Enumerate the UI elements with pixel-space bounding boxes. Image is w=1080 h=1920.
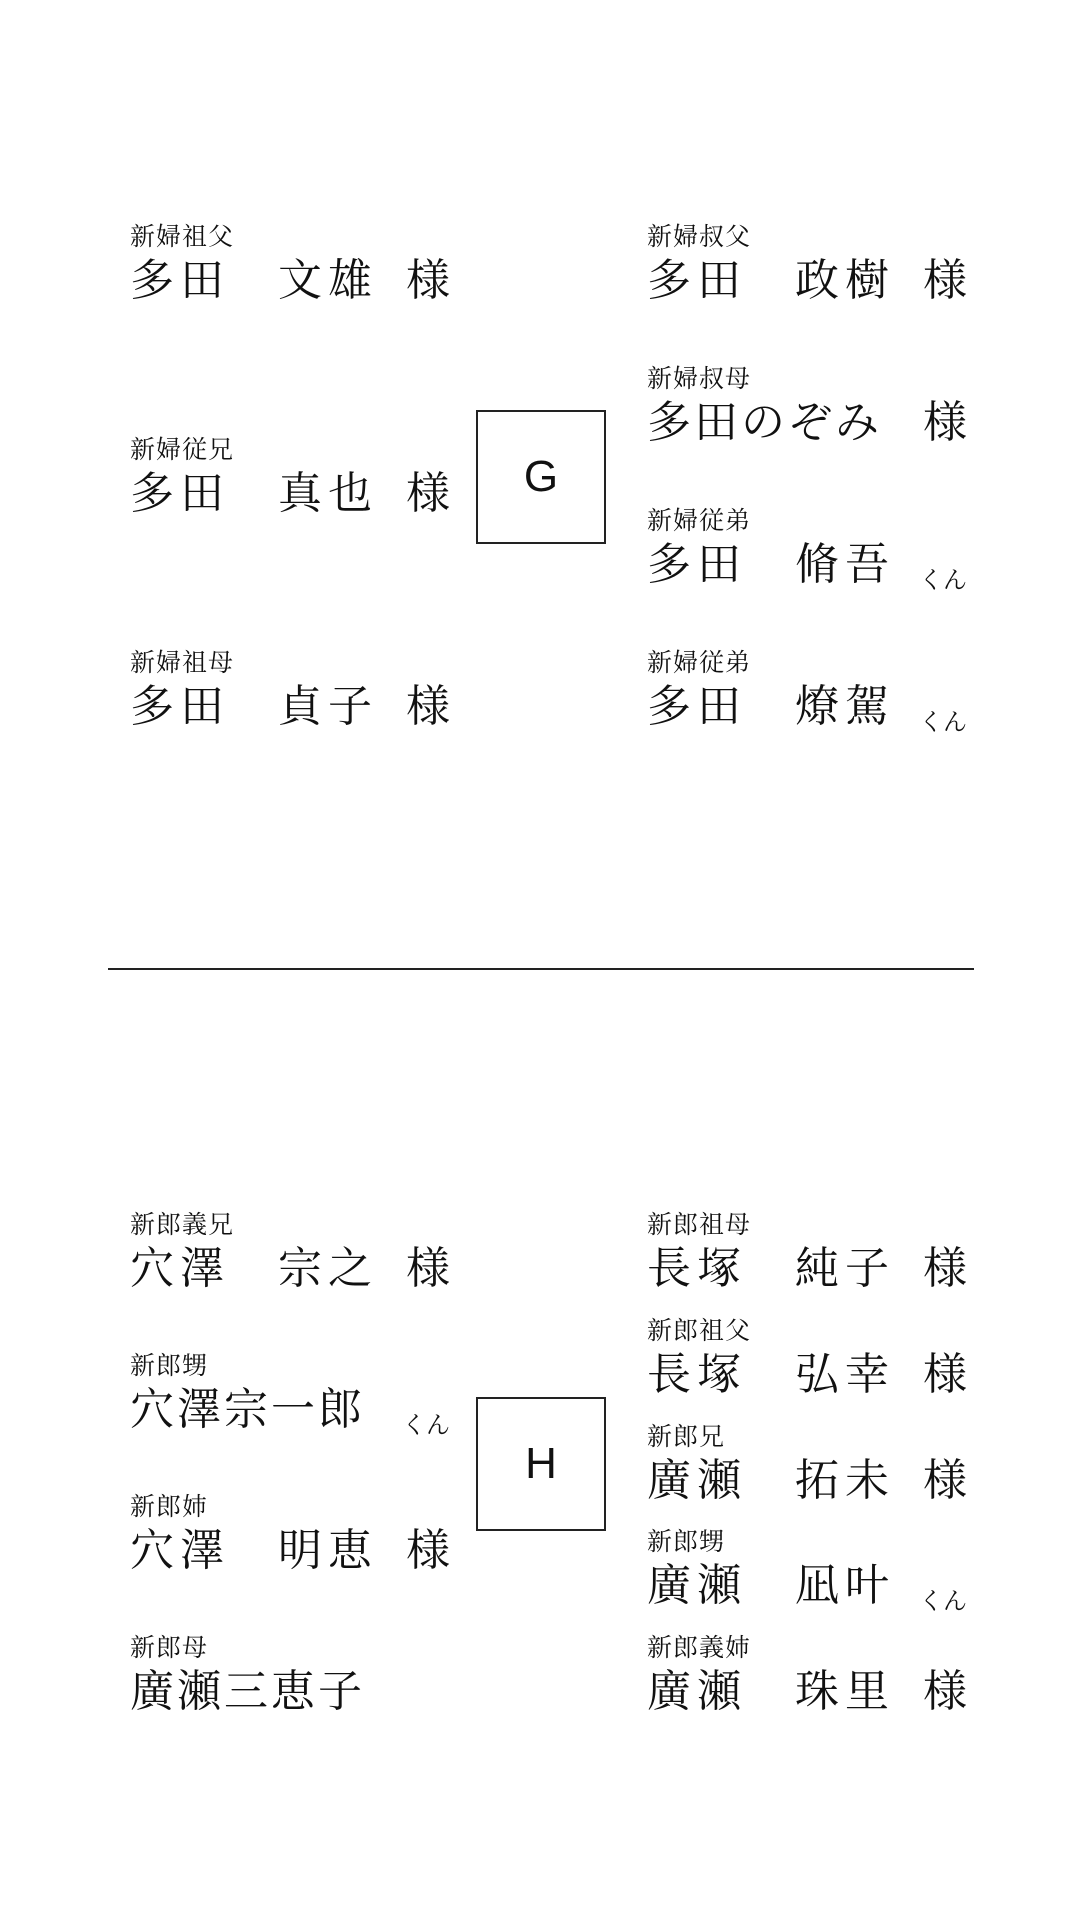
guest-name xyxy=(130,1240,450,1298)
table-g-left-guest-1 xyxy=(130,222,450,310)
table-g-marker: G xyxy=(476,410,606,544)
guest-surname: 廣瀬 xyxy=(647,1666,747,1717)
guest-relation: 新郎姉 xyxy=(130,1492,209,1521)
table-g-right-guest-3 xyxy=(647,506,967,594)
guest-honorific: くん xyxy=(402,1411,450,1439)
table-h-right-guest-4 xyxy=(647,1527,967,1615)
table-h-left-guest-2 xyxy=(130,1351,450,1439)
table-h-left-guest-4 xyxy=(130,1633,450,1721)
guest-surname: 長塚 xyxy=(647,1349,747,1400)
guest-relation: 新婦従兄 xyxy=(130,435,235,464)
guest-full-name: 廣瀬三恵子 xyxy=(130,1666,365,1717)
guest-relation: 新郎義姉 xyxy=(647,1633,752,1662)
guest-honorific: 様 xyxy=(406,1243,450,1294)
table-h-marker: H xyxy=(476,1397,606,1531)
guest-surname: 穴澤 xyxy=(130,1525,230,1576)
guest-honorific: 様 xyxy=(923,1666,967,1717)
table-h-left-guest-1 xyxy=(130,1210,450,1298)
guest-surname: 穴澤 xyxy=(130,1243,230,1294)
guest-name xyxy=(647,1240,967,1298)
guest-relation: 新郎祖母 xyxy=(647,1210,752,1239)
guest-relation: 新郎兄 xyxy=(647,1422,726,1451)
guest-honorific: 様 xyxy=(406,1525,450,1576)
guest-honorific: 様 xyxy=(406,468,450,519)
guest-name xyxy=(647,394,967,452)
guest-surname: 廣瀬 xyxy=(647,1455,747,1506)
guest-name xyxy=(130,252,450,310)
section-divider xyxy=(108,968,974,970)
table-g-right-guest-4 xyxy=(647,648,967,736)
table-h-right-guest-5 xyxy=(647,1633,967,1721)
guest-given-name: 脩吾 xyxy=(795,539,895,590)
guest-given-name: 純子 xyxy=(795,1243,895,1294)
table-h-right-guest-3 xyxy=(647,1422,967,1510)
guest-given-name: 真也 xyxy=(278,468,378,519)
guest-surname: 多田 xyxy=(130,468,230,519)
guest-relation: 新郎甥 xyxy=(130,1351,209,1380)
guest-name xyxy=(130,1522,450,1580)
table-h-left-guest-3 xyxy=(130,1492,450,1580)
guest-relation: 新婦叔父 xyxy=(647,222,752,251)
guest-name xyxy=(647,1663,967,1721)
guest-given-name: 政樹 xyxy=(795,255,895,306)
guest-surname: 長塚 xyxy=(647,1243,747,1294)
guest-relation: 新郎甥 xyxy=(647,1527,726,1556)
guest-name xyxy=(647,252,967,310)
guest-surname: 多田 xyxy=(130,681,230,732)
guest-honorific: くん xyxy=(919,1587,967,1615)
guest-given-name: 燎駕 xyxy=(795,681,895,732)
guest-name xyxy=(647,1346,967,1404)
guest-honorific: 様 xyxy=(923,1349,967,1400)
guest-name xyxy=(647,536,967,594)
guest-honorific: 様 xyxy=(406,681,450,732)
guest-relation: 新郎義兄 xyxy=(130,1210,235,1239)
guest-given-name: 弘幸 xyxy=(795,1349,895,1400)
guest-name xyxy=(130,1663,450,1721)
guest-surname: 多田 xyxy=(647,681,747,732)
guest-relation: 新郎母 xyxy=(130,1633,209,1662)
guest-name xyxy=(130,465,450,523)
guest-surname: 廣瀬 xyxy=(647,1560,747,1611)
table-g-left-guest-2 xyxy=(130,435,450,523)
guest-relation: 新婦従弟 xyxy=(647,506,752,535)
guest-honorific: くん xyxy=(919,566,967,594)
guest-surname: 多田 xyxy=(647,255,747,306)
guest-honorific: くん xyxy=(919,708,967,736)
guest-relation: 新婦叔母 xyxy=(647,364,752,393)
guest-full-name: 穴澤宗一郎 xyxy=(130,1384,365,1435)
guest-given-name: 宗之 xyxy=(278,1243,378,1294)
guest-given-name: 文雄 xyxy=(278,255,378,306)
guest-name xyxy=(647,1557,967,1615)
guest-relation: 新婦祖父 xyxy=(130,222,235,251)
guest-full-name: 多田のぞみ xyxy=(647,397,882,448)
guest-given-name: 凪叶 xyxy=(795,1560,895,1611)
guest-honorific: 様 xyxy=(406,255,450,306)
table-g-right-guest-2 xyxy=(647,364,967,452)
guest-honorific: 様 xyxy=(923,255,967,306)
guest-given-name: 拓未 xyxy=(795,1455,895,1506)
guest-given-name: 貞子 xyxy=(278,681,378,732)
guest-relation: 新婦従弟 xyxy=(647,648,752,677)
table-g-left-guest-3 xyxy=(130,648,450,736)
guest-name xyxy=(647,678,967,736)
guest-honorific: 様 xyxy=(923,1243,967,1294)
guest-name xyxy=(130,1381,450,1439)
guest-given-name: 明恵 xyxy=(278,1525,378,1576)
guest-name xyxy=(647,1452,967,1510)
guest-name xyxy=(130,678,450,736)
guest-honorific: 様 xyxy=(923,1455,967,1506)
table-g-right-guest-1 xyxy=(647,222,967,310)
guest-surname: 多田 xyxy=(647,539,747,590)
guest-relation: 新郎祖父 xyxy=(647,1316,752,1345)
guest-given-name: 珠里 xyxy=(795,1666,895,1717)
guest-surname: 多田 xyxy=(130,255,230,306)
table-h-right-guest-1 xyxy=(647,1210,967,1298)
guest-honorific: 様 xyxy=(923,397,967,448)
guest-relation: 新婦祖母 xyxy=(130,648,235,677)
table-h-right-guest-2 xyxy=(647,1316,967,1404)
